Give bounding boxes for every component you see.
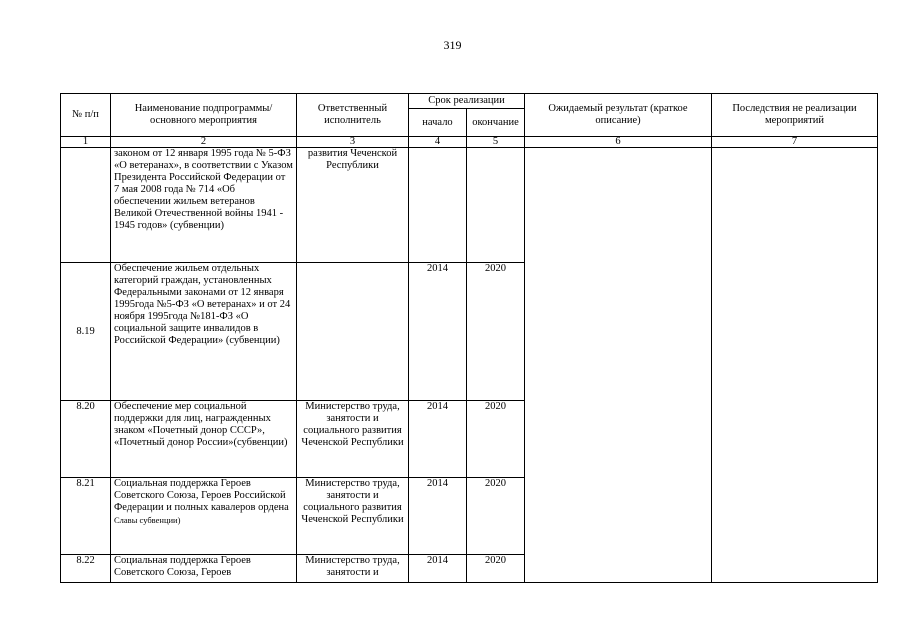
page-number: 319 xyxy=(443,38,462,52)
row-name: Социальная поддержка Героев Советского Союза, Героев xyxy=(111,555,297,583)
row-name-text: Социальная поддержка Героев Советского Союза, Героев Российской Федерации и полных кавалеров ордена xyxy=(114,478,289,513)
row-executor: Министерство труда, занятости и социального развития Чеченской Республики xyxy=(297,478,409,555)
row-num: 8.21 xyxy=(61,478,111,555)
header-executor: Ответственный исполнитель xyxy=(297,94,409,137)
row-num: 8.19 xyxy=(61,263,111,401)
row-end: 2020 xyxy=(467,555,525,583)
col-number: 5 xyxy=(467,137,525,148)
row-start: 2014 xyxy=(409,478,467,555)
col-number: 4 xyxy=(409,137,467,148)
row-start xyxy=(409,148,467,263)
row-end: 2020 xyxy=(467,478,525,555)
row-name-small: Славы субвенции) xyxy=(114,515,181,525)
row-end: 2020 xyxy=(467,263,525,401)
col-number: 2 xyxy=(111,137,297,148)
header-period: Срок реализации xyxy=(409,94,525,109)
col-number: 3 xyxy=(297,137,409,148)
row-start: 2014 xyxy=(409,555,467,583)
result-cell xyxy=(525,148,712,583)
row-start: 2014 xyxy=(409,401,467,478)
table-row xyxy=(61,148,878,263)
row-start: 2014 xyxy=(409,263,467,401)
row-num xyxy=(61,148,111,263)
col-number: 7 xyxy=(712,137,878,148)
row-name xyxy=(111,478,297,555)
row-name: законом от 12 января 1995 года № 5-ФЗ «О ветеранах», в соответствии с Указом Президента Российской Федерации от 7 мая 2008 года № 714 «Об обеспечении жильем ветеранов Великой Отечественной войны 1941 - 1945 годов» (субвенции) xyxy=(111,148,297,263)
header-num: № п/п xyxy=(61,94,111,137)
column-numbers-row xyxy=(61,137,878,148)
row-name: Обеспечение жильем отдельных категорий граждан, установленных Федеральными законами от 12 января 1995года №5-ФЗ «О ветеранах» и от 24 ноября 1995года №181-ФЗ «О социальной защите инвалидов в Российской Федерации» (субвенции) xyxy=(111,263,297,401)
row-executor: Министерство труда, занятости и xyxy=(297,555,409,583)
row-num: 8.22 xyxy=(61,555,111,583)
row-end: 2020 xyxy=(467,401,525,478)
measures-table xyxy=(60,93,878,583)
header-consequences: Последствия не реализации мероприятий xyxy=(712,94,878,137)
row-executor xyxy=(297,263,409,401)
header-result: Ожидаемый результат (краткое описание) xyxy=(525,94,712,137)
col-number: 6 xyxy=(525,137,712,148)
row-end xyxy=(467,148,525,263)
row-executor: Министерство труда, занятости и социального развития Чеченской Республики xyxy=(297,401,409,478)
row-num: 8.20 xyxy=(61,401,111,478)
consequences-cell xyxy=(712,148,878,583)
row-name: Обеспечение мер социальной поддержки для лиц, награжденных знаком «Почетный донор СССР», «Почетный донор России»(субвенции) xyxy=(111,401,297,478)
header-name: Наименование подпрограммы/ основного мероприятия xyxy=(111,94,297,137)
header-start: начало xyxy=(409,109,467,137)
row-executor: развития Чеченской Республики xyxy=(297,148,409,263)
header-end: окончание xyxy=(467,109,525,137)
col-number: 1 xyxy=(61,137,111,148)
